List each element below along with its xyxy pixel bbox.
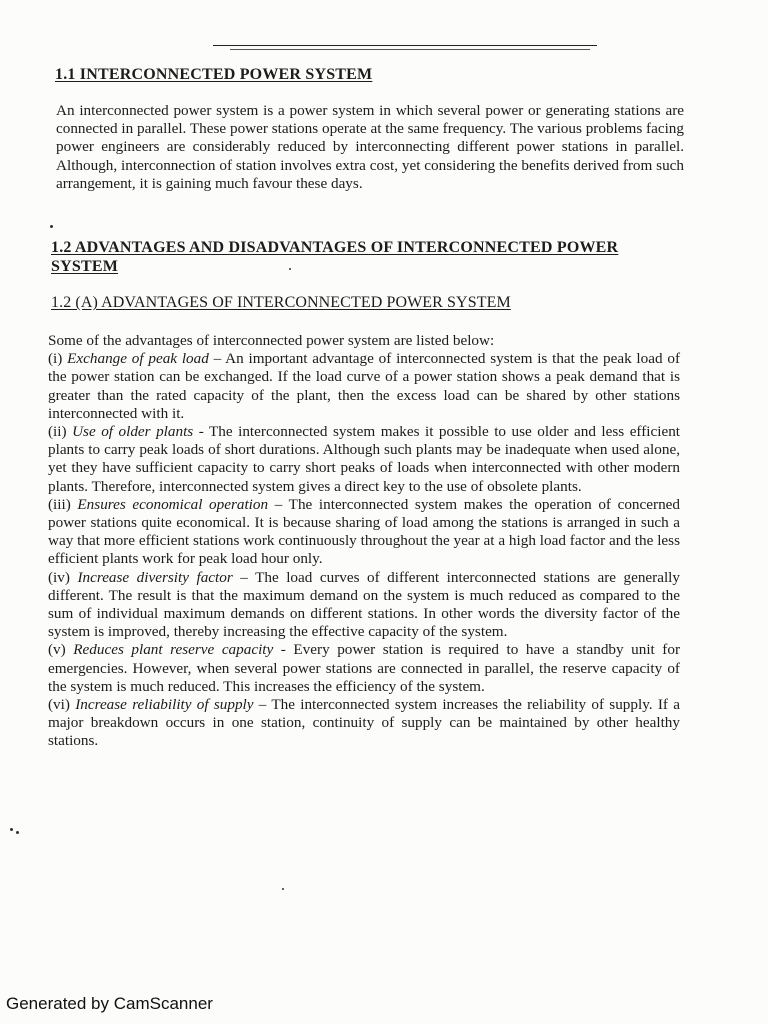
advantage-number: (vi)	[48, 696, 70, 714]
scan-speck	[289, 268, 291, 270]
advantage-number: (v)	[48, 641, 66, 659]
advantage-number: (iii)	[48, 495, 71, 513]
advantage-item-5	[48, 641, 680, 696]
header-rule-secondary	[230, 49, 590, 50]
advantage-dash: –	[208, 350, 226, 368]
advantage-item-3	[48, 496, 680, 569]
advantage-text: The load curves of different interconnected stations are generally different. The result is that the maximum demand on the system is much reduced as compared to the sum of individual maximum demands on different stations. In other words the diversity factor of the system is improved, thereby increasing the effective capacity of the system.	[48, 568, 680, 641]
scan-speck	[10, 828, 13, 831]
advantage-dash: –	[232, 568, 256, 586]
section-heading-1-1: 1.1 INTERCONNECTED POWER SYSTEM	[55, 66, 373, 83]
scan-speck	[50, 225, 53, 228]
advantage-item-1	[48, 350, 680, 423]
camscanner-footer: Generated by CamScanner	[6, 994, 213, 1013]
advantage-title: Exchange of peak load	[67, 350, 209, 368]
advantage-number: (iv)	[48, 568, 70, 586]
advantage-number: (ii)	[48, 423, 67, 441]
advantage-number: (i)	[48, 350, 63, 368]
advantage-item-6	[48, 696, 680, 751]
advantages-body	[48, 332, 680, 751]
advantage-title: Increase diversity factor	[77, 568, 233, 586]
advantage-title: Use of older plants	[72, 423, 194, 441]
advantages-intro: Some of the advantages of interconnected power system are listed below:	[48, 332, 495, 349]
advantage-text: The interconnected system increases the reliability of supply. If a major breakdown occurs in one station, continuity of supply can be maintained by other healthy stations.	[48, 696, 680, 750]
section-heading-1-2: 1.2 ADVANTAGES AND DISADVANTAGES OF INTERCONNECTED POWER SYSTEM	[51, 239, 619, 275]
advantage-dash: –	[253, 696, 272, 714]
advantage-text: An important advantage of interconnected system is that the peak load of the power station can be exchanged. If the load curve of a power station shows a peak demand that is greater than the rated capacity of the plant, then the excess load can be shared by other stations interconnected with it.	[48, 350, 681, 422]
advantage-text: The interconnected system makes it possible to use older and less efficient plants to carry peak loads of short durations. Although such plants may be inadequate when used alone, yet they have sufficient capacity to carry short peaks of loads when interconnected with other modern plants. Therefore, interconnected system gives a direct key to the use of obsolete plants.	[48, 423, 681, 495]
section-heading-1-2a: 1.2 (A) ADVANTAGES OF INTERCONNECTED POWER SYSTEM	[51, 294, 511, 311]
advantage-title: Reduces plant reserve capacity	[73, 641, 274, 659]
advantage-dash: –	[268, 495, 289, 513]
advantage-title: Increase reliability of supply	[75, 696, 254, 714]
advantage-item-4	[48, 569, 680, 642]
advantage-title: Ensures economical operation	[77, 495, 269, 513]
advantage-text: Every power station is required to have a standby unit for emergencies. However, when several power stations are connected in parallel, the reserve capacity of the system is much reduced. This increases the efficiency of the system.	[48, 641, 681, 695]
scan-speck	[282, 888, 284, 890]
scan-speck	[16, 831, 19, 834]
advantage-text: The interconnected system makes the operation of concerned power stations quite economical. It is because sharing of load among the stations is arranged in such a way that more efficient stations work continuously throughout the year at a high load factor and the less efficient plants work for peak load hour only.	[48, 495, 680, 568]
intro-paragraph: An interconnected power system is a power system in which several power or generating stations are connected in parallel. These power stations operate at the same frequency. The various problems facing power engineers are considerably reduced by interconnecting different power stations in parallel. Although, interconnection of station involves extra cost, yet considering the benefits derived from such arrangement, it is gaining much favour these days.	[56, 102, 684, 192]
advantage-dash: -	[273, 641, 294, 659]
header-rule	[213, 45, 597, 46]
advantage-item-2	[48, 423, 680, 496]
advantage-dash: -	[193, 423, 209, 441]
